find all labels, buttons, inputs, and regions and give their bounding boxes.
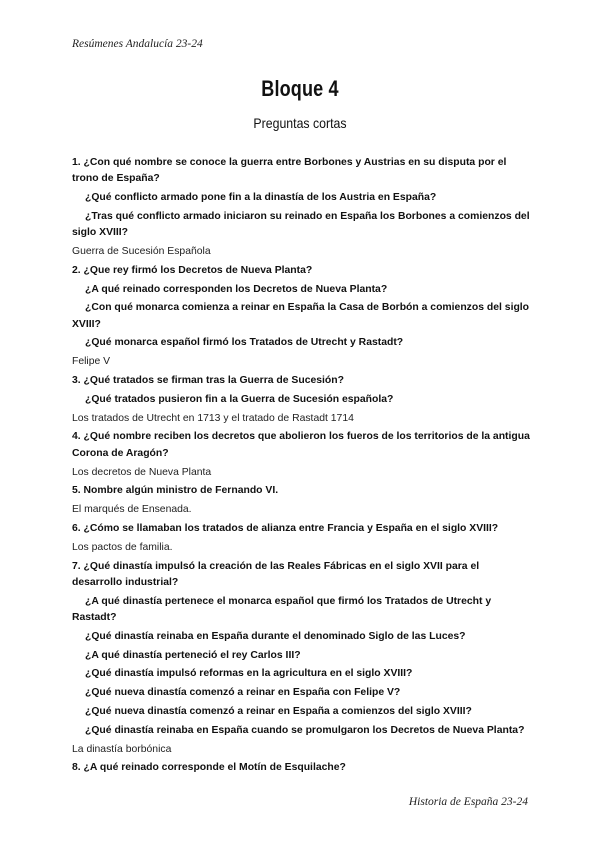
question-1: 1. ¿Con qué nombre se conoce la guerra entre Borbones y Austrias en su disputa por el trono de España? (72, 157, 507, 185)
alt-question: ¿A qué dinastía pertenece el monarca español que firmó los Tratados de Utrecht y Rastadt? (72, 595, 492, 623)
answer: Guerra de Sucesión Española (72, 245, 211, 257)
question-8: 8. ¿A qué reinado corresponde el Motín de Esquilache? (72, 762, 346, 774)
alt-question: ¿Qué monarca español firmó los Tratados de Utrecht y Rastadt? (85, 337, 404, 349)
question-list (72, 155, 532, 779)
answer: Los tratados de Utrecht en 1713 y el tratado de Rastadt 1714 (72, 412, 354, 424)
question-7: 7. ¿Qué dinastía impulsó la creación de las Reales Fábricas en el siglo XVII para el desarrollo industrial? (72, 560, 480, 588)
page-title: Bloque 4 (261, 76, 339, 101)
question-6: 6. ¿Cómo se llamaban los tratados de alianza entre Francia y España en el siglo XVIII? (72, 522, 499, 534)
alt-question: ¿Qué dinastía impulsó reformas en la agricultura en el siglo XVIII? (85, 668, 413, 680)
alt-question: ¿Con qué monarca comienza a reinar en España la Casa de Borbón a comienzos del siglo XVIII? (72, 302, 530, 330)
alt-question: ¿Qué nueva dinastía comenzó a reinar en España con Felipe V? (85, 687, 401, 699)
answer: La dinastía borbónica (72, 743, 172, 755)
answer: El marqués de Ensenada. (72, 504, 192, 516)
question-5: 5. Nombre algún ministro de Fernando VI. (72, 485, 279, 497)
alt-question: ¿Qué dinastía reinaba en España cuando se promulgaron los Decretos de Nueva Planta? (85, 724, 525, 736)
alt-question: ¿A qué dinastía perteneció el rey Carlos III? (85, 649, 301, 661)
page-subtitle: Preguntas cortas (253, 115, 347, 131)
alt-question: ¿Qué nueva dinastía comenzó a reinar en España a comienzos del siglo XVIII? (85, 705, 472, 717)
alt-question: ¿Qué dinastía reinaba en España durante el denominado Siglo de las Luces? (85, 630, 466, 642)
alt-question: ¿Qué tratados pusieron fin a la Guerra de Sucesión española? (85, 393, 394, 405)
alt-question: ¿A qué reinado corresponden los Decretos de Nueva Planta? (85, 283, 388, 295)
question-4: 4. ¿Qué nombre reciben los decretos que abolieron los fueros de los territorios de la antigua Corona de Aragón? (72, 431, 530, 459)
alt-question: ¿Qué conflicto armado pone fin a la dinastía de los Austria en España? (85, 192, 437, 204)
running-footer: Historia de España 23-24 (408, 796, 528, 808)
answer: Los pactos de familia. (72, 541, 173, 553)
question-3: 3. ¿Qué tratados se firman tras la Guerra de Sucesión? (72, 375, 344, 387)
running-header: Resúmenes Andalucía 23-24 (72, 38, 203, 50)
alt-question: ¿Tras qué conflicto armado iniciaron su reinado en España los Borbones a comienzos del siglo XVIII? (72, 210, 530, 239)
answer: Felipe V (72, 356, 111, 368)
answer: Los decretos de Nueva Planta (72, 466, 212, 478)
question-2: 2. ¿Que rey firmó los Decretos de Nueva Planta? (72, 264, 313, 276)
